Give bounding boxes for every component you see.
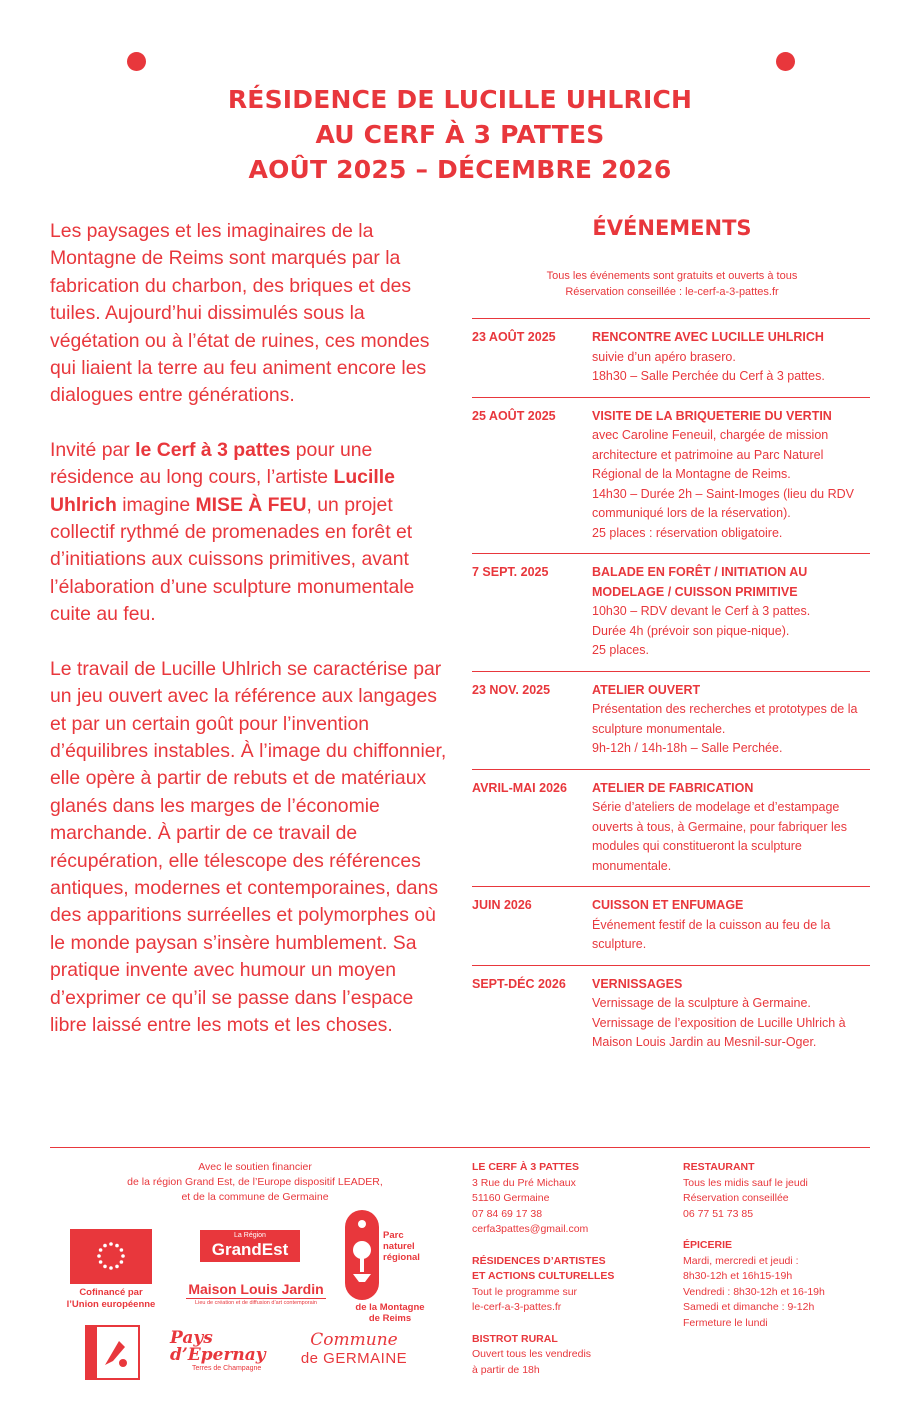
events-note — [472, 268, 872, 300]
intro-p2-text-c: imagine — [116, 493, 196, 516]
events-note-line-2: Réservation conseillée : le-cerf-a-3-pattes.fr — [565, 286, 779, 298]
intro-text — [50, 218, 450, 1066]
residences-website-link[interactable]: le-cerf-a-3-pattes.fr — [472, 1301, 562, 1313]
event-description: Série d’ateliers de modelage et d’estampage ouverts à tous, à Germaine, pour fabriquer les modules qui constitueront la sculpture monumentale. — [592, 800, 847, 873]
pays-line-2: d’Epernay — [170, 1345, 266, 1365]
parc-naturel-text — [383, 1230, 433, 1263]
epicerie-line-4: Samedi et dimanche : 9-12h — [683, 1301, 815, 1313]
intro-p2-text-d: , un projet collectif rythmé de promenades en forêt et d’initiations aux cuissons primitives, avant l’élaboration d’une sculpture monumentale cuite au feu. — [50, 493, 415, 626]
eu-flag-logo — [70, 1229, 152, 1284]
epicerie-heading: ÉPICERIE — [683, 1239, 733, 1251]
event-description: 10h30 – RDV devant le Cerf à 3 pattes. Durée 4h (prévoir son pique-nique). 25 places. — [592, 604, 811, 657]
footer-column-cerf — [472, 1160, 657, 1394]
events-list — [472, 318, 870, 1063]
event-date: AVRIL-MAI 2026 — [472, 780, 567, 795]
grand-est-logo — [200, 1230, 300, 1262]
mlj-subtitle: Lieu de création et de diffusion d’art contemporain — [186, 1298, 326, 1307]
restaurant-phone: 06 77 51 73 85 — [683, 1207, 754, 1220]
eu-caption-line-2: l’Union européenne — [66, 1299, 156, 1310]
parc-line-4: de la Montagne — [355, 1302, 425, 1313]
parc-line-1: Parc — [383, 1230, 404, 1241]
support-line-1: Avec le soutien financier — [198, 1161, 312, 1173]
event-body — [592, 407, 870, 544]
event-row — [472, 671, 870, 769]
grand-est-big: GrandEst — [211, 1240, 289, 1259]
event-row — [472, 318, 870, 397]
cerf-phone: 07 84 69 17 38 — [472, 1207, 543, 1220]
event-title: RENCONTRE AVEC LUCILLE UHLRICH — [592, 330, 824, 344]
bistrot-line-1: Ouvert tous les vendredis — [472, 1348, 592, 1360]
event-description: suivie d’un apéro brasero. 18h30 – Salle Perchée du Cerf à 3 pattes. — [592, 349, 825, 383]
event-row — [472, 397, 870, 554]
intro-p2-cerf: le Cerf à 3 pattes — [135, 438, 291, 461]
eu-stars-icon — [70, 1229, 152, 1284]
parc-naturel-oval-icon — [345, 1210, 379, 1300]
support-line-2: de la région Grand Est, de l’Europe dispositif LEADER, — [127, 1176, 383, 1188]
commune-germaine-logo — [296, 1330, 412, 1368]
intro-p2-artist: Lucille Uhlrich — [50, 466, 395, 516]
parc-naturel-caption — [340, 1302, 440, 1324]
support-line-3: et de la commune de Germaine — [181, 1191, 329, 1203]
cerf-city: 51160 Germaine — [472, 1192, 550, 1204]
event-title: ATELIER DE FABRICATION — [592, 780, 754, 795]
cerf-email-link[interactable]: cerfa3pattes@gmail.com — [472, 1223, 589, 1235]
event-body — [592, 896, 870, 955]
title-line-1: RÉSIDENCE DE LUCILLE UHLRICH — [227, 85, 693, 114]
leader-logo-bar — [87, 1327, 97, 1378]
event-body — [592, 975, 870, 1053]
event-description: Présentation des recherches et prototypes de la sculpture monumentale. 9h-12h / 14h-18h – Salle Perchée. — [592, 702, 858, 755]
event-description: Vernissage de la sculpture à Germaine. Vernissage de l’exposition de Lucille Uhlrich à Maison Louis Jardin au Mesnil-sur-Oger. — [592, 996, 846, 1049]
germaine-line-1: Commune — [310, 1330, 398, 1350]
intro-paragraph-2 — [50, 437, 450, 629]
epicerie-line-3: Vendredi : 8h30-12h et 16-19h — [683, 1285, 825, 1298]
decorative-dot-right — [776, 52, 795, 71]
events-heading: ÉVÉNEMENTS — [592, 216, 752, 240]
decorative-dot-left — [127, 52, 146, 71]
epicerie-line-5: Fermeture le lundi — [683, 1316, 768, 1329]
eu-caption-line-1: Cofinancé par — [79, 1287, 143, 1298]
event-date: SEPT-DÉC 2026 — [472, 976, 566, 991]
residences-heading-2: ET ACTIONS CULTURELLES — [472, 1270, 615, 1282]
footer-column-hours — [683, 1160, 873, 1347]
footer-divider — [50, 1147, 870, 1148]
event-body — [592, 563, 870, 661]
pays-line-3: Terres de Champagne — [192, 1365, 262, 1372]
support-text — [50, 1160, 460, 1205]
residences-heading-1: RÉSIDENCES D’ARTISTES — [472, 1254, 606, 1267]
grand-est-small: La Région — [234, 1232, 266, 1239]
intro-p2-text-b: pour une résidence au long cours, l’artiste — [50, 438, 373, 489]
restaurant-heading: RESTAURANT — [683, 1161, 755, 1173]
event-body — [592, 779, 870, 877]
event-body — [592, 328, 870, 387]
maison-louis-jardin-logo — [186, 1280, 326, 1307]
event-date: 7 SEPT. 2025 — [472, 565, 549, 579]
event-title: BALADE EN FORÊT / INITIATION AU MODELAGE / CUISSON PRIMITIVE — [592, 565, 808, 599]
bistrot-block — [472, 1332, 657, 1379]
event-title: VISITE DE LA BRIQUETERIE DU VERTIN — [592, 408, 832, 423]
event-description: Événement festif de la cuisson au feu de la sculpture. — [592, 917, 831, 951]
title-line-2: AU CERF À 3 PATTES — [315, 120, 605, 149]
parc-line-3: régional — [383, 1252, 420, 1263]
bistrot-heading: BISTROT RURAL — [472, 1332, 558, 1345]
germaine-line-2: de GERMAINE — [300, 1350, 408, 1367]
event-title: VERNISSAGES — [592, 976, 683, 991]
event-description: avec Caroline Feneuil, chargée de mission architecture et patrimoine au Parc Naturel Régional de la Montagne de Reims. 14h30 – Durée 2h – Saint-Imoges (lieu du RDV communiqué lors de la réservation). 25 places : réservation obligatoire. — [592, 428, 854, 540]
event-date: 23 AOÛT 2025 — [472, 330, 556, 344]
cerf-heading: LE CERF À 3 PATTES — [472, 1161, 579, 1173]
parc-line-5: de Reims — [368, 1313, 412, 1324]
event-row — [472, 886, 870, 965]
residences-line-1: Tout le programme sur — [472, 1285, 578, 1298]
event-date: 23 NOV. 2025 — [472, 682, 551, 697]
events-note-line-1: Tous les événements sont gratuits et ouverts à tous — [546, 270, 798, 282]
page-title — [0, 82, 920, 187]
parc-line-2: naturel — [383, 1241, 415, 1252]
cerf-contact-block — [472, 1160, 657, 1238]
mlj-name: Maison Louis Jardin — [188, 1281, 324, 1297]
leader-logo — [85, 1325, 140, 1380]
intro-paragraph-3: Le travail de Lucille Uhlrich se caractérise par un jeu ouvert avec la référence aux langages et par un certain goût pour l’invention d’équilibres instables. À l’image du chiffonnier, elle opère à partir de rebuts et de matériaux glanés dans les marges de l’économie marchande. À partir de ce travail de récupération, elle télescope des références antiques, modernes et contemporaines, dans des apparitions surréelles et polymorphes où le monde paysan s’insère humblement. Sa pratique invente avec humour un moyen d’exprimer ce qu’il se passe dans l’espace libre laissé entre les mots et les choses. — [50, 657, 447, 1036]
event-title: ATELIER OUVERT — [592, 682, 701, 697]
intro-p2-project: MISE À FEU — [195, 493, 307, 516]
event-date: 25 AOÛT 2025 — [472, 408, 556, 423]
residences-block — [472, 1254, 657, 1316]
event-date: JUIN 2026 — [472, 898, 532, 912]
epicerie-block — [683, 1238, 873, 1331]
restaurant-block — [683, 1160, 873, 1222]
cerf-address: 3 Rue du Pré Michaux — [472, 1176, 576, 1189]
event-title: CUISSON ET ENFUMAGE — [592, 898, 744, 912]
tree-icon — [345, 1210, 379, 1300]
restaurant-line-1: Tous les midis sauf le jeudi — [683, 1176, 808, 1189]
eu-caption — [55, 1287, 167, 1311]
title-line-3: AOÛT 2025 – DÉCEMBRE 2026 — [248, 155, 672, 184]
restaurant-line-2: Réservation conseillée — [683, 1192, 789, 1204]
event-row — [472, 553, 870, 671]
intro-paragraph-1: Les paysages et les imaginaires de la Montagne de Reims sont marqués par la fabrication du charbon, des briques et des tuiles. Aujourd’hui dissimulés sous la végétation ou à l’état de ruines, ces mondes qui liaient la terre au feu animent encore les dialogues entre générations. — [50, 220, 430, 407]
bistrot-line-2: à partir de 18h — [472, 1363, 540, 1376]
pays-epernay-logo — [170, 1330, 280, 1374]
event-row — [472, 769, 870, 887]
epicerie-line-1: Mardi, mercredi et jeudi : — [683, 1254, 799, 1267]
event-row — [472, 965, 870, 1063]
epicerie-line-2: 8h30-12h et 16h15-19h — [683, 1270, 793, 1282]
event-body — [592, 681, 870, 759]
pays-line-1: Pays — [170, 1328, 213, 1348]
intro-p2-text-a: Invité par — [50, 438, 136, 461]
